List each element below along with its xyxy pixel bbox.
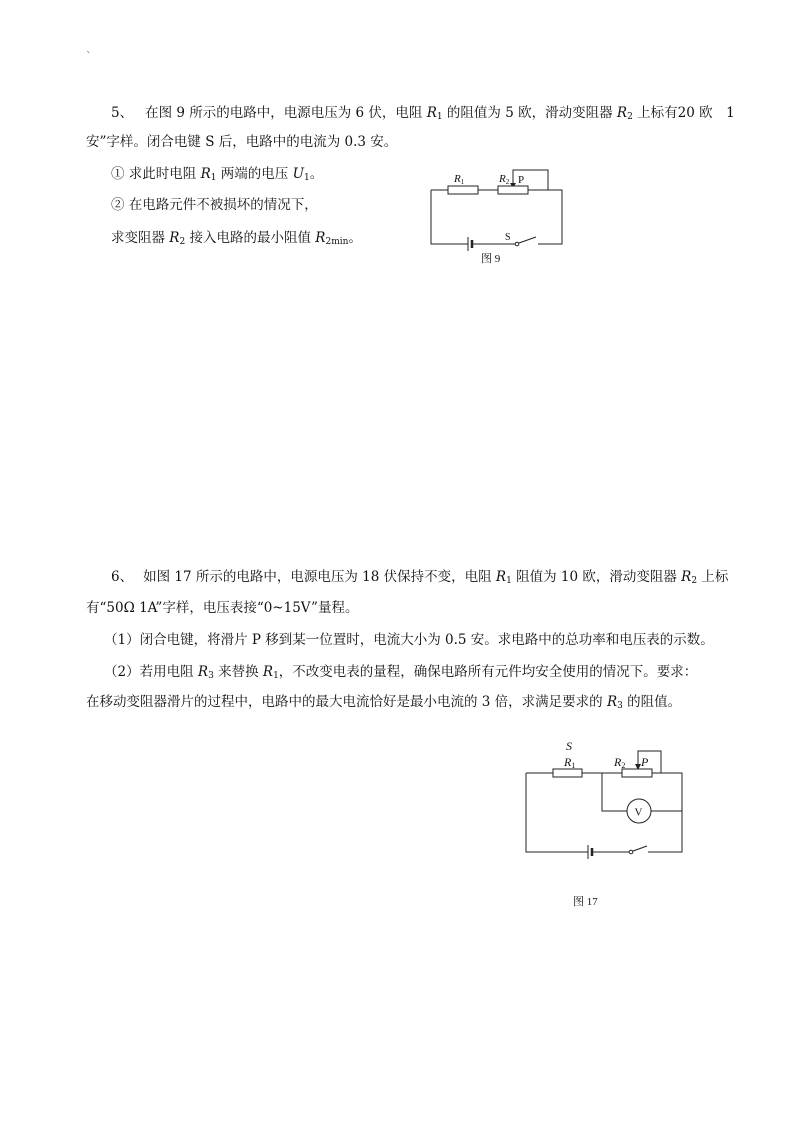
fig9-label-s: S <box>505 232 511 243</box>
fig17-label-s: S <box>566 739 572 753</box>
q5-sub-2b: 求变阻器 $R_2$ 接入电路的最小阻值 $R_{2min}$。 <box>111 230 362 247</box>
q6-number: 6、 <box>111 569 134 585</box>
fig9-label-r2: R2 <box>499 173 510 186</box>
fig9-label-r1: R1 <box>454 173 465 186</box>
fig17-voltmeter-label: V <box>634 806 643 819</box>
fig17-switch <box>629 846 647 854</box>
q5-sub-2: ② 在电路元件不被损坏的情况下， <box>111 197 318 213</box>
q6-part-1: （1）闭合电键，将滑片 P 移到某一位置时，电流大小为 0.5 安。求电路中的总功率和电压表的示数。 <box>104 632 714 648</box>
q5-line-2: 安”字样。闭合电键 S 后，电路中的电流为 0.3 安。 <box>86 134 398 150</box>
fig17-label-r2: R2 <box>614 755 626 770</box>
fig9-label-p: P <box>518 174 525 186</box>
figure-17-circuit <box>510 735 700 915</box>
fig17-wires <box>526 751 682 852</box>
figure-9-circuit <box>420 160 580 270</box>
q6-line-1: 6、 如图 17 所示的电路中，电源电压为 18 伏保持不变，电阻 $R_1$ 阻值为 10 欧，滑动变阻器 $R_2$ 上标 <box>111 569 729 586</box>
fig17-label-r1: R1 <box>564 755 576 770</box>
fig9-caption: 图 9 <box>481 253 501 265</box>
corner-mark: ` <box>86 50 92 63</box>
fig17-resistor-r2 <box>622 769 652 777</box>
fig9-resistor-r2 <box>498 186 528 194</box>
q5-number: 5、 <box>111 105 134 121</box>
fig17-resistor-r1 <box>553 769 582 777</box>
fig9-battery <box>468 237 482 251</box>
fig17-voltmeter <box>627 799 651 823</box>
fig17-caption: 图 17 <box>573 896 598 908</box>
fig9-switch <box>515 237 536 246</box>
q5-line-1: 5、 在图 9 所示的电路中，电源电压为 6 伏，电阻 $R_1$ 的阻值为 5 欧，滑动变阻器 $R_2$ 上标有20 欧 1 <box>111 105 735 122</box>
fig17-battery <box>588 845 601 859</box>
q6-line-2: 有“50Ω 1A”字样，电压表接“0~15V”量程。 <box>86 600 359 616</box>
fig9-resistor-r1 <box>448 186 478 194</box>
fig9-wires <box>431 170 562 244</box>
fig17-label-p: P <box>641 755 649 769</box>
q5-sub-1: ① 求此时电阻 $R_1$ 两端的电压 $U_1$。 <box>111 166 324 183</box>
q6-part-2: （2）若用电阻 $R_3$ 来替换 $R_1$，不改变电表的量程，确保电路所有元件均安全使用的情况下。要求： <box>104 664 698 681</box>
q6-part-3: 在移动变阻器滑片的过程中，电路中的最大电流恰好是最小电流的 3 倍，求满足要求的 $R_3$ 的阻值。 <box>86 694 682 711</box>
